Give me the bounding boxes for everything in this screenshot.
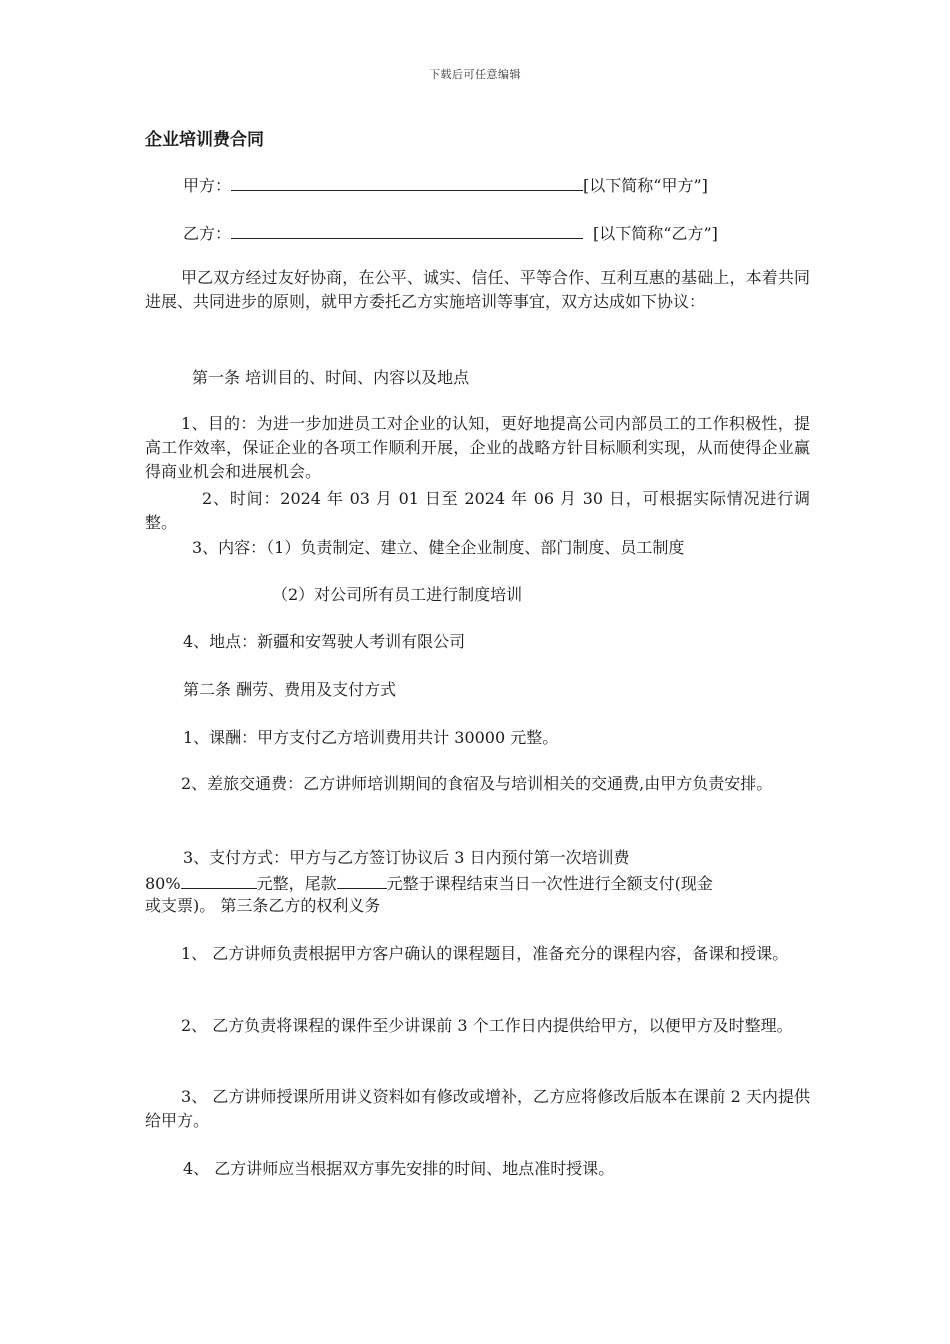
article-1-content-2: （2）对公司所有员工进行制度培训 — [272, 585, 523, 604]
article-2-travel: 2、差旅交通费：乙方讲师培训期间的食宿及与培训相关的交通费,由甲方负责安排。 — [181, 774, 773, 793]
payment-blank-1 — [181, 870, 257, 889]
party-a-blank — [231, 172, 583, 191]
article-2-heading: 第二条 酬劳、费用及支付方式 — [183, 680, 397, 699]
party-b-suffix: [以下简称“乙方”] — [593, 224, 718, 243]
article-2-fee: 1、课酬：甲方支付乙方培训费用共计 30000 元整。 — [183, 728, 559, 747]
article-3-item-3: 3、 乙方讲师授课所用讲义资料如有修改或增补，乙方应将修改后版本在课前 2 天内提供给甲方。 — [145, 1087, 810, 1130]
article-1-location: 4、地点：新疆和安驾驶人考训有限公司 — [183, 632, 466, 651]
header-note: 下载后可任意编辑 — [429, 68, 521, 81]
payment-text-1: 元整，尾款 — [256, 874, 337, 893]
party-b-line — [183, 220, 718, 246]
party-b-label: 乙方： — [183, 224, 232, 243]
article-2-payment-line-3: 或支票)。 第三条乙方的权利义务 — [145, 896, 381, 915]
document-title: 企业培训费合同 — [145, 130, 264, 150]
party-a-label: 甲方： — [183, 176, 232, 195]
intro-paragraph: 甲乙双方经过友好协商，在公平、诚实、信任、平等合作、互利互惠的基础上，本着共同进展、共同进步的原则，就甲方委托乙方实施培训等事宜，双方达成如下协议： — [145, 268, 810, 311]
article-2-payment-line-1: 3、支付方式：甲方与乙方签订协议后 3 日内预付第一次培训费 — [183, 848, 630, 867]
party-a-suffix: [以下简称“甲方”] — [583, 176, 708, 195]
article-1-time: 2、时间：2024 年 03 月 01 日至 2024 年 06 月 30 日，可根据实际情况进行调整。 — [145, 489, 810, 532]
article-3-item-4: 4、 乙方讲师应当根据双方事先安排的时间、地点准时授课。 — [183, 1159, 615, 1178]
article-1-heading: 第一条 培训目的、时间、内容以及地点 — [192, 368, 470, 387]
article-3-item-2: 2、 乙方负责将课程的课件至少讲课前 3 个工作日内提供给甲方，以便甲方及时整理。 — [181, 1016, 793, 1035]
article-1-content-1: 3、内容：（1）负责制定、建立、健全企业制度、部门制度、员工制度 — [192, 538, 685, 557]
article-3-item-1: 1、 乙方讲师负责根据甲方客户确认的课程题目，准备充分的课程内容，备课和授课。 — [181, 944, 789, 963]
payment-blank-2 — [337, 870, 387, 889]
party-a-line — [183, 172, 708, 198]
payment-text-2: 元整于课程结束当日一次性进行全额支付(现金 — [386, 874, 713, 893]
article-2-payment-line-2 — [145, 870, 713, 896]
article-1-purpose: 1、目的：为进一步加进员工对企业的认知，更好地提高公司内部员工的工作积极性，提高工作效率，保证企业的各项工作顺利开展，企业的战略方针目标顺利实现，从而使得企业赢得商业机会和进展机会。 — [145, 414, 810, 481]
party-b-blank — [231, 220, 583, 239]
payment-percent: 80% — [145, 874, 181, 893]
